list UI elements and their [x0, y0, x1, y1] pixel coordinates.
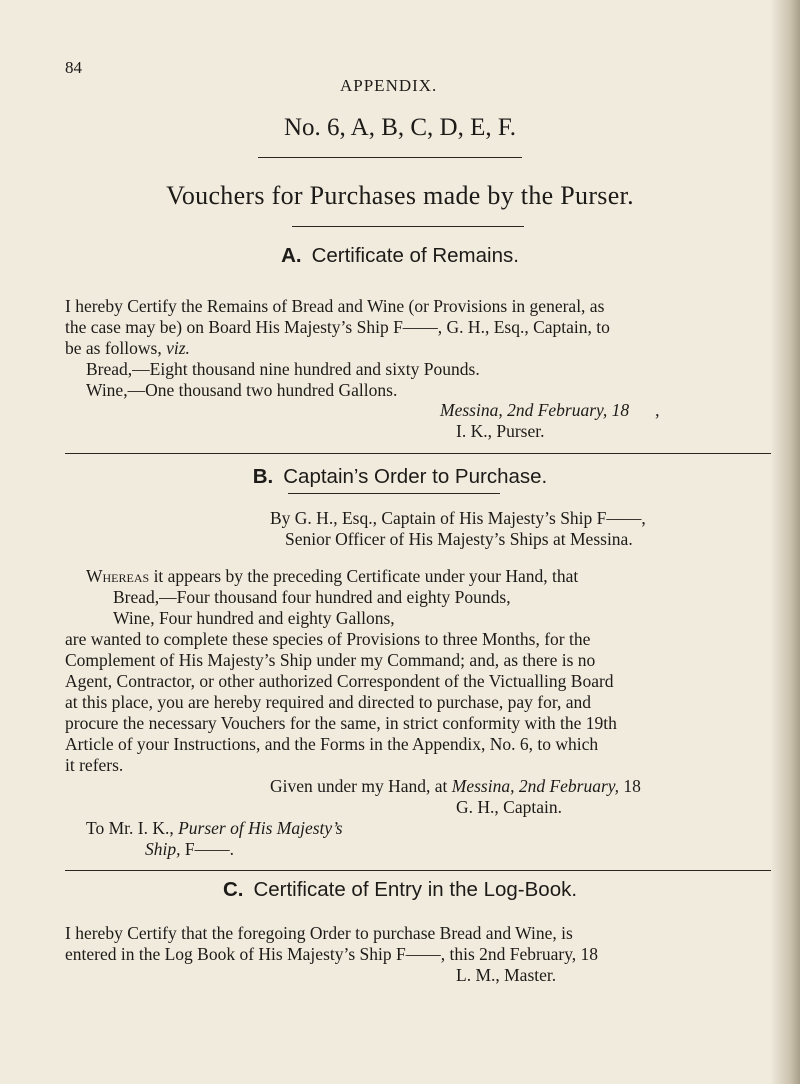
section-c-letter: C. — [222, 878, 244, 901]
section-b-signature: G. H., Captain. — [456, 797, 562, 817]
rule-under-section-b-heading — [288, 493, 500, 494]
page-edge-shading — [770, 0, 800, 1084]
section-c-line: I hereby Certify that the foregoing Order to purchase Bread and Wine, is — [65, 923, 573, 943]
section-b-line: at this place, you are hereby required and directed to purchase, pay for, and — [65, 692, 592, 712]
document-title: Vouchers for Purchases made by the Purser. — [166, 181, 634, 210]
section-a-letter: A. — [281, 244, 302, 267]
section-c-signature: L. M., Master. — [456, 965, 557, 985]
section-b-line: Whereas it appears by the preceding Certificate under your Hand, that — [86, 566, 579, 586]
section-b-from: Senior Officer of His Majesty’s Ships at Messina. — [285, 529, 633, 549]
section-a-place-date: Messina, 2nd February, 18 , — [440, 400, 660, 420]
page-number: 84 — [65, 58, 82, 77]
section-b-heading — [0, 465, 800, 489]
section-c-line: entered in the Log Book of His Majesty’s Ship F——, this 2nd February, 18 — [65, 944, 599, 964]
section-c-title: Certificate of Entry in the Log-Book. — [253, 878, 578, 901]
rule-under-title — [292, 226, 524, 227]
section-b-line: Article of your Instructions, and the Forms in the Appendix, No. 6, to which — [65, 734, 599, 754]
section-c-heading — [0, 878, 800, 902]
section-a-signature: I. K., Purser. — [456, 421, 545, 441]
running-head: APPENDIX. — [340, 76, 438, 95]
section-b-bread: Bread,—Four thousand four hundred and eighty Pounds, — [113, 587, 511, 607]
section-b-addressee-ship: Ship, F——. — [145, 839, 234, 859]
section-b-line: it refers. — [65, 755, 124, 775]
section-b-from: By G. H., Esq., Captain of His Majesty’s Ship F——, — [270, 508, 646, 528]
section-b-wine: Wine, Four hundred and eighty Gallons, — [113, 608, 395, 628]
rule-after-section-a — [65, 453, 771, 454]
section-a-line: the case may be) on Board His Majesty’s Ship F——, G. H., Esq., Captain, to — [65, 317, 610, 337]
rule-after-section-b — [65, 870, 771, 871]
section-b-title: Captain’s Order to Purchase. — [283, 465, 548, 488]
section-b-line: Complement of His Majesty’s Ship under my Command; and, as there is no — [65, 650, 596, 670]
whereas: Whereas — [86, 566, 150, 586]
section-b-given: Given under my Hand, at Messina, 2nd February, 18 — [270, 776, 641, 796]
section-a-title: Certificate of Remains. — [311, 244, 519, 267]
section-b-line: Agent, Contractor, or other authorized Correspondent of the Victualling Board — [65, 671, 614, 691]
viz-abbrev: viz. — [166, 338, 190, 358]
section-a-line: I hereby Certify the Remains of Bread and Wine (or Provisions in general, as — [65, 296, 605, 316]
form-heading: No. 6, A, B, C, D, E, F. — [283, 114, 517, 141]
section-b-addressee: To Mr. I. K., Purser of His Majesty’s — [86, 818, 343, 838]
section-a-wine: Wine,—One thousand two hundred Gallons. — [86, 380, 398, 400]
section-a-bread: Bread,—Eight thousand nine hundred and sixty Pounds. — [86, 359, 480, 379]
section-b-line: procure the necessary Vouchers for the same, in strict conformity with the 19th — [65, 713, 617, 733]
section-a-line: be as follows, viz. — [65, 338, 190, 358]
section-a-heading — [0, 244, 800, 268]
section-b-line: are wanted to complete these species of Provisions to three Months, for the — [65, 629, 591, 649]
rule-under-form-heading — [258, 157, 522, 158]
section-b-letter: B. — [252, 465, 274, 488]
